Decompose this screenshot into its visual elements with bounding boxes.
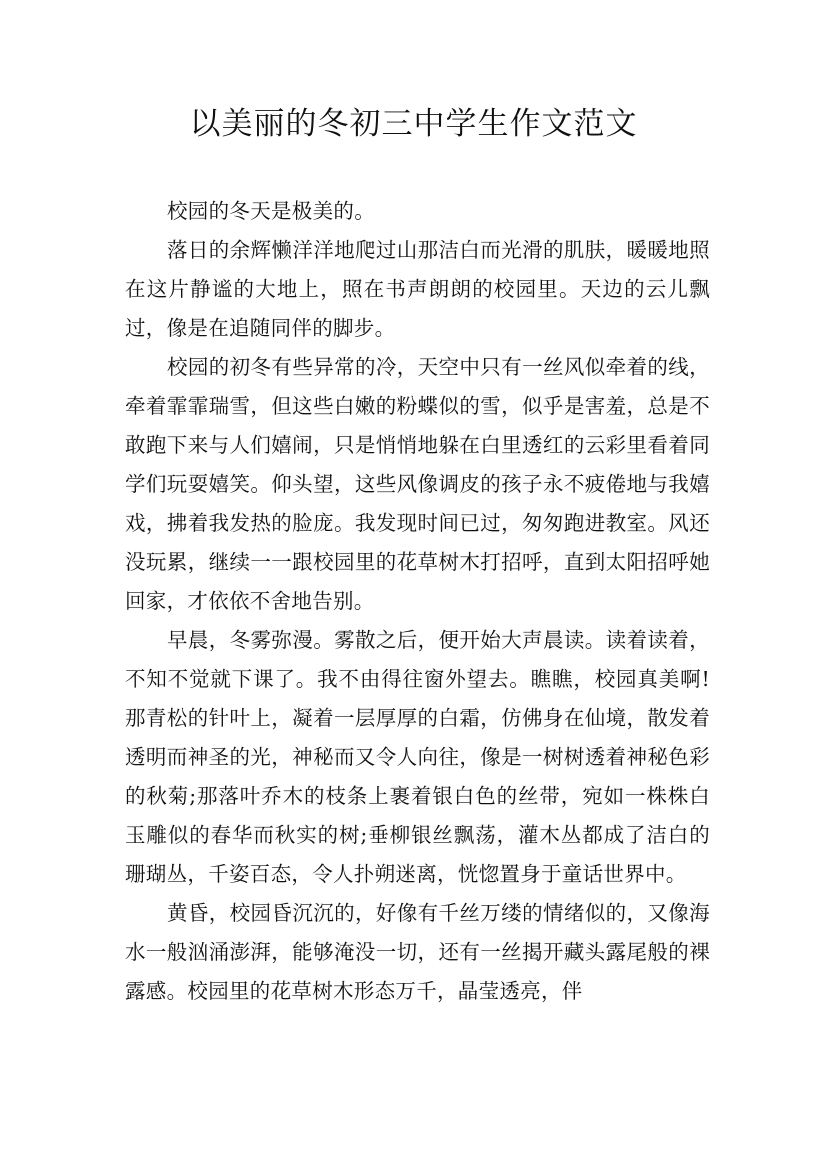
paragraph: 早晨，冬雾弥漫。雾散之后，便开始大声晨读。读着读着，不知不觉就下课了。我不由得往窗外望去。瞧瞧，校园真美啊!那青松的针叶上，凝着一层厚厚的白霜，仿佛身在仙境，散发着透明而神圣的光，神秘而又令人向往，像是一树树透着神秘色彩的秋菊;那落叶乔木的枝条上裹着银白色的丝带，宛如一株株白玉雕似的春华而秋实的树;垂柳银丝飘荡，灌木丛都成了洁白的珊瑚丛，千姿百态，令人扑朔迷离，恍惚置身于童话世界中。 — [125, 628, 710, 886]
paragraph: 校园的冬天是极美的。 — [167, 199, 375, 223]
paragraph: 黄昏，校园昏沉沉的，好像有千丝万缕的情绪似的，又像海水一般汹涌澎湃，能够淹没一切，还有一丝揭开藏头露尾般的裸露感。校园里的花草树木形态万千，晶莹透亮，伴 — [125, 901, 710, 1003]
document-body — [125, 192, 710, 1011]
paragraph: 校园的初冬有些异常的冷，天空中只有一丝风似牵着的线，牵着霏霏瑞雪，但这些白嫩的粉蝶似的雪，似乎是害羞，总是不敢跑下来与人们嬉闹，只是悄悄地躲在白里透红的云彩里看着同学们玩耍嬉笑。仰头望，这些风像调皮的孩子永不疲倦地与我嬉戏，拂着我发热的脸庞。我发现时间已过，匆匆跑进教室。风还没玩累，继续一一跟校园里的花草树木打招呼，直到太阳招呼她回家，才依依不舍地告别。 — [125, 355, 710, 613]
paragraph: 落日的余辉懒洋洋地爬过山那洁白而光滑的肌肤，暖暖地照在这片静谧的大地上，照在书声朗朗的校园里。天边的云儿飘过，像是在追随同伴的脚步。 — [125, 238, 710, 340]
document-title: 以美丽的冬初三中学生作文范文 — [189, 106, 638, 142]
